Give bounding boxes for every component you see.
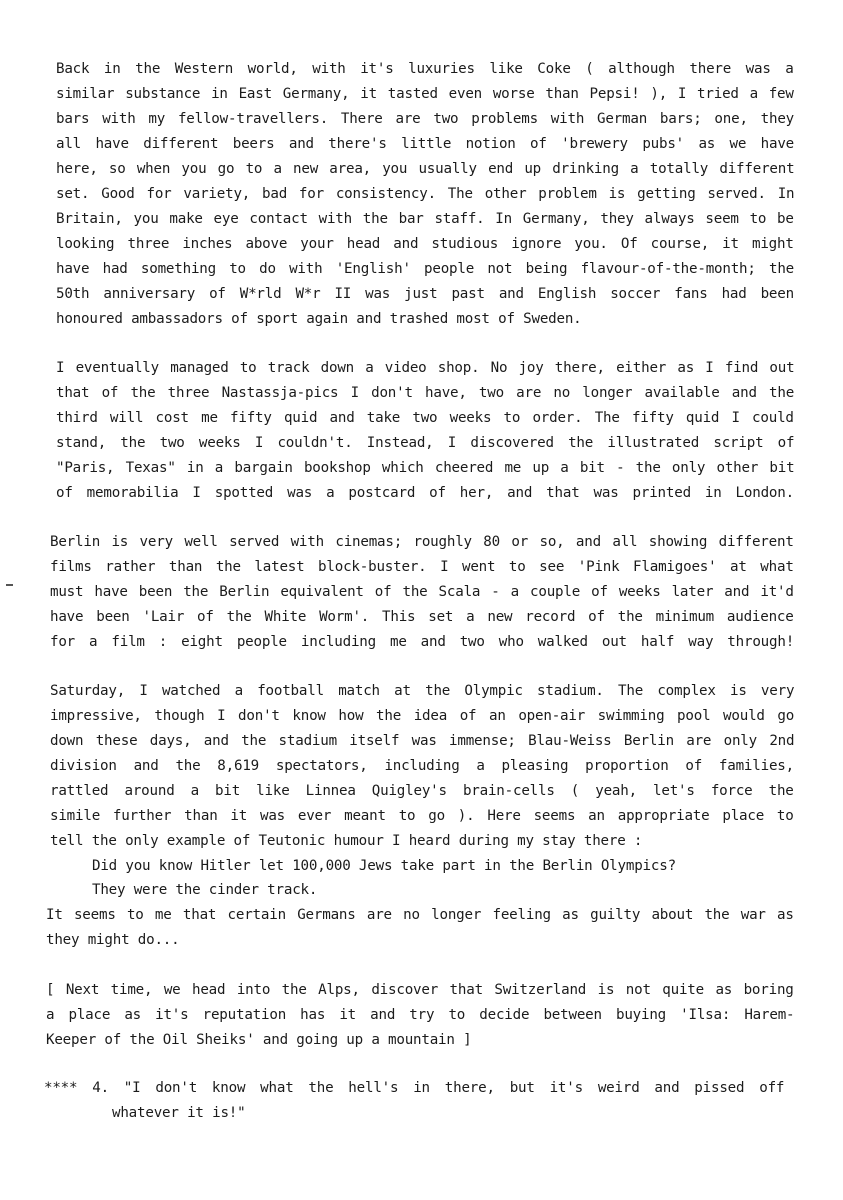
text-line: down these days, and the stadium itself was immense; Blau-Weiss Berlin are only 2nd <box>50 733 795 749</box>
text-line: tell the only example of Teutonic humour I heard during my stay there : <box>50 833 643 849</box>
text-line: Berlin is very well served with cinemas; roughly 80 or so, and all showing different <box>50 534 794 550</box>
text-line: 50th anniversary of W*rld W*r II was just past and English soccer fans had been <box>56 286 794 302</box>
text-line: It seems to me that certain Germans are no longer feeling as guilty about the war as <box>46 907 794 923</box>
text-line: Did you know Hitler let 100,000 Jews take part in the Berlin Olympics? <box>92 858 676 874</box>
text-line: **** 4. "I don't know what the hell's in there, but it's weird and pissed off <box>44 1080 785 1096</box>
text-line: [ Next time, we head into the Alps, discover that Switzerland is not quite as boring <box>46 982 794 998</box>
text-line: all have different beers and there's little notion of 'brewery pubs' as we have <box>56 136 795 152</box>
text-line: they might do... <box>46 932 180 948</box>
text-line: a place as it's reputation has it and try to decide between buying 'Ilsa: Harem- <box>46 1007 795 1023</box>
text-line: have had something to do with 'English' people not being flavour-of-the-month; the <box>56 261 795 277</box>
text-line: honoured ambassadors of sport again and trashed most of Sweden. <box>56 311 582 327</box>
text-line: for a film : eight people including me and two who walked out half way through! <box>50 634 795 650</box>
text-line: Keeper of the Oil Sheiks' and going up a mountain ] <box>46 1032 472 1048</box>
text-line: "Paris, Texas" in a bargain bookshop which cheered me up a bit - the only other bit <box>56 460 795 476</box>
text-line: Britain, you make eye contact with the bar staff. In Germany, they always seem to be <box>56 211 794 227</box>
text-line: Back in the Western world, with it's luxuries like Coke ( although there was a <box>56 61 794 77</box>
text-line: looking three inches above your head and studious ignore you. Of course, it might <box>56 236 794 252</box>
stray-pen-mark <box>6 584 13 586</box>
text-line: impressive, though I don't know how the idea of an open-air swimming pool would go <box>50 708 795 724</box>
text-line: division and the 8,619 spectators, including a pleasing proportion of families, <box>50 758 794 774</box>
text-line: rattled around a bit like Linnea Quigley's brain-cells ( yeah, let's force the <box>50 783 794 799</box>
text-line: of memorabilia I spotted was a postcard of her, and that was printed in London. <box>56 485 794 501</box>
text-line: They were the cinder track. <box>92 882 318 898</box>
text-line: have been 'Lair of the White Worm'. This set a new record of the minimum audience <box>50 609 794 625</box>
text-line: must have been the Berlin equivalent of the Scala - a couple of weeks later and it'd <box>50 584 794 600</box>
text-line: similar substance in East Germany, it tasted even worse than Pepsi! ), I tried a few <box>56 86 794 102</box>
text-line: that of the three Nastassja-pics I don't have, two are no longer available and the <box>56 385 795 401</box>
text-line: whatever it is!" <box>112 1105 246 1121</box>
text-line: Saturday, I watched a football match at the Olympic stadium. The complex is very <box>50 683 795 699</box>
text-line: films rather than the latest block-buster. I went to see 'Pink Flamigoes' at what <box>50 559 794 575</box>
text-line: bars with my fellow-travellers. There are two problems with German bars; one, they <box>56 111 795 127</box>
text-line: simile further than it was ever meant to go ). Here seems an appropriate place to <box>50 808 794 824</box>
text-line: here, so when you go to a new area, you usually end up drinking a totally different <box>56 161 795 177</box>
text-line: stand, the two weeks I couldn't. Instead, I discovered the illustrated script of <box>56 435 795 451</box>
text-line: third will cost me fifty quid and take two weeks to order. The fifty quid I could <box>56 410 794 426</box>
text-line: set. Good for variety, bad for consistency. The other problem is getting served. In <box>56 186 795 202</box>
text-line: I eventually managed to track down a video shop. No joy there, either as I find out <box>56 360 795 376</box>
